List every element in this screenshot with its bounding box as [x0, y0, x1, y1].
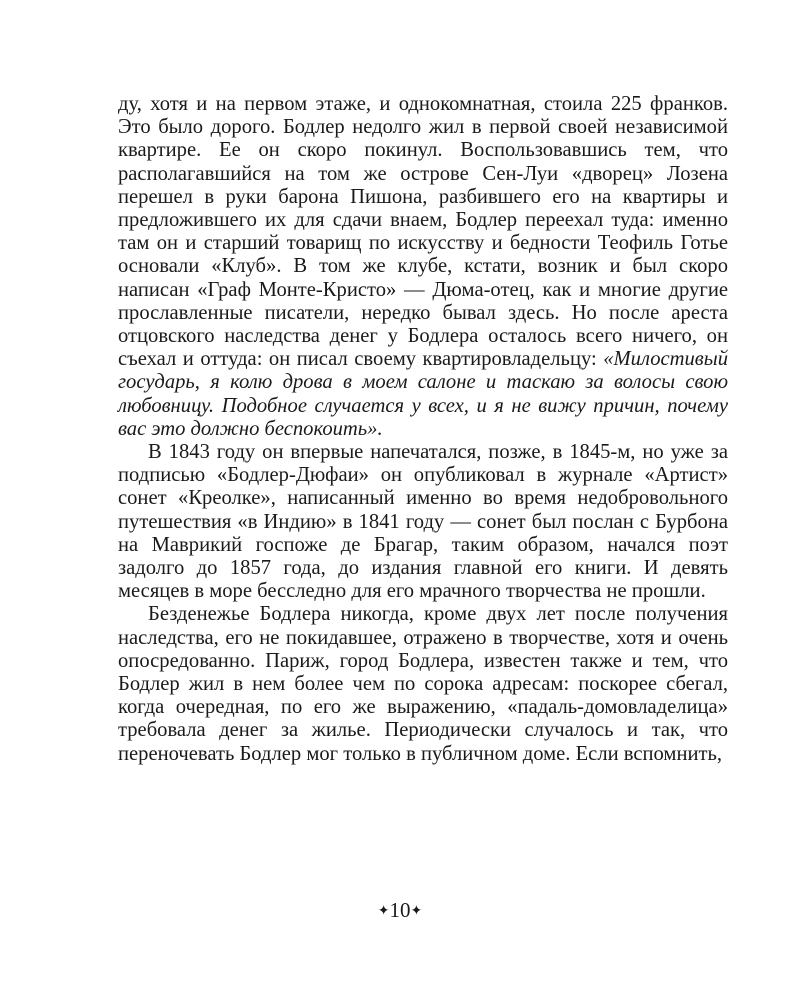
paragraph-2-text: В 1843 году он впервые напечатался, позже, в 1845-м, но уже за подписью «Бодлер-Дюфаи» он опубликовал в журнале «Артист» сонет «Креолке», написанный именно во время недобровольного путешествия «в Индию» в 1841 году — сонет был послан с Бурбона на Маврикий госпоже де Брагар, таким образом, начался поэт задолго до 1857 года, до издания главной его книги. И девять месяцев в море бесследно для его мрачного творчества не прошли.	[118, 441, 728, 603]
paragraph-1	[118, 93, 728, 441]
page-number-footer	[0, 898, 800, 924]
folio-ornament-left-icon: ✦	[377, 904, 390, 919]
paragraph-1-text: ду, хотя и на первом этаже, и однокомнатная, стоила 225 франков. Это было дорого. Бодлер недолго жил в первой своей независимой квартире. Ее он скоро покинул. Воспользовавшись тем, что располагавшийся на том же острове Сен-Луи «дворец» Лозена перешел в руки барона Пишона, разбившего его на квартиры и предложившего их для сдачи внаем, Бодлер переехал туда: именно там он и старший товарищ по искусству и бедности Теофиль Готье основали «Клуб». В том же клубе, кстати, возник и был скоро написан «Граф Монте-Кристо» — Дюма-отец, как и многие другие прославленные писатели, нередко бывал здесь. Но после ареста отцовского наследства денег у Бодлера осталось всего ничего, он съехал и оттуда: он писал своему квартировладельцу:	[118, 93, 728, 371]
paragraph-3	[118, 603, 728, 765]
letter-quote: «Милостивый государь, я колю дрова в моем салоне и таскаю за волосы свою любовницу. Подобное случается у всех, и я не вижу причин, почему вас это должно беспокоить».	[118, 348, 728, 440]
folio-ornament-right-icon: ✦	[410, 904, 423, 919]
body-text	[118, 93, 728, 766]
paragraph-2	[118, 441, 728, 603]
paragraph-3-text: Безденежье Бодлера никогда, кроме двух лет после получения наследства, его не покидавшее, отражено в творчестве, хотя и очень опосредованно. Париж, город Бодлера, известен также и тем, что Бодлер жил в нем более чем по сорока адресам: поскорее сбегал, когда очередная, по его же выражению, «падаль-домовладелица» требовала денег за жилье. Периодически случалось и так, что переночевать Бодлер мог только в публичном доме. Если вспомнить,	[118, 603, 728, 765]
page-number: 10	[389, 898, 411, 922]
